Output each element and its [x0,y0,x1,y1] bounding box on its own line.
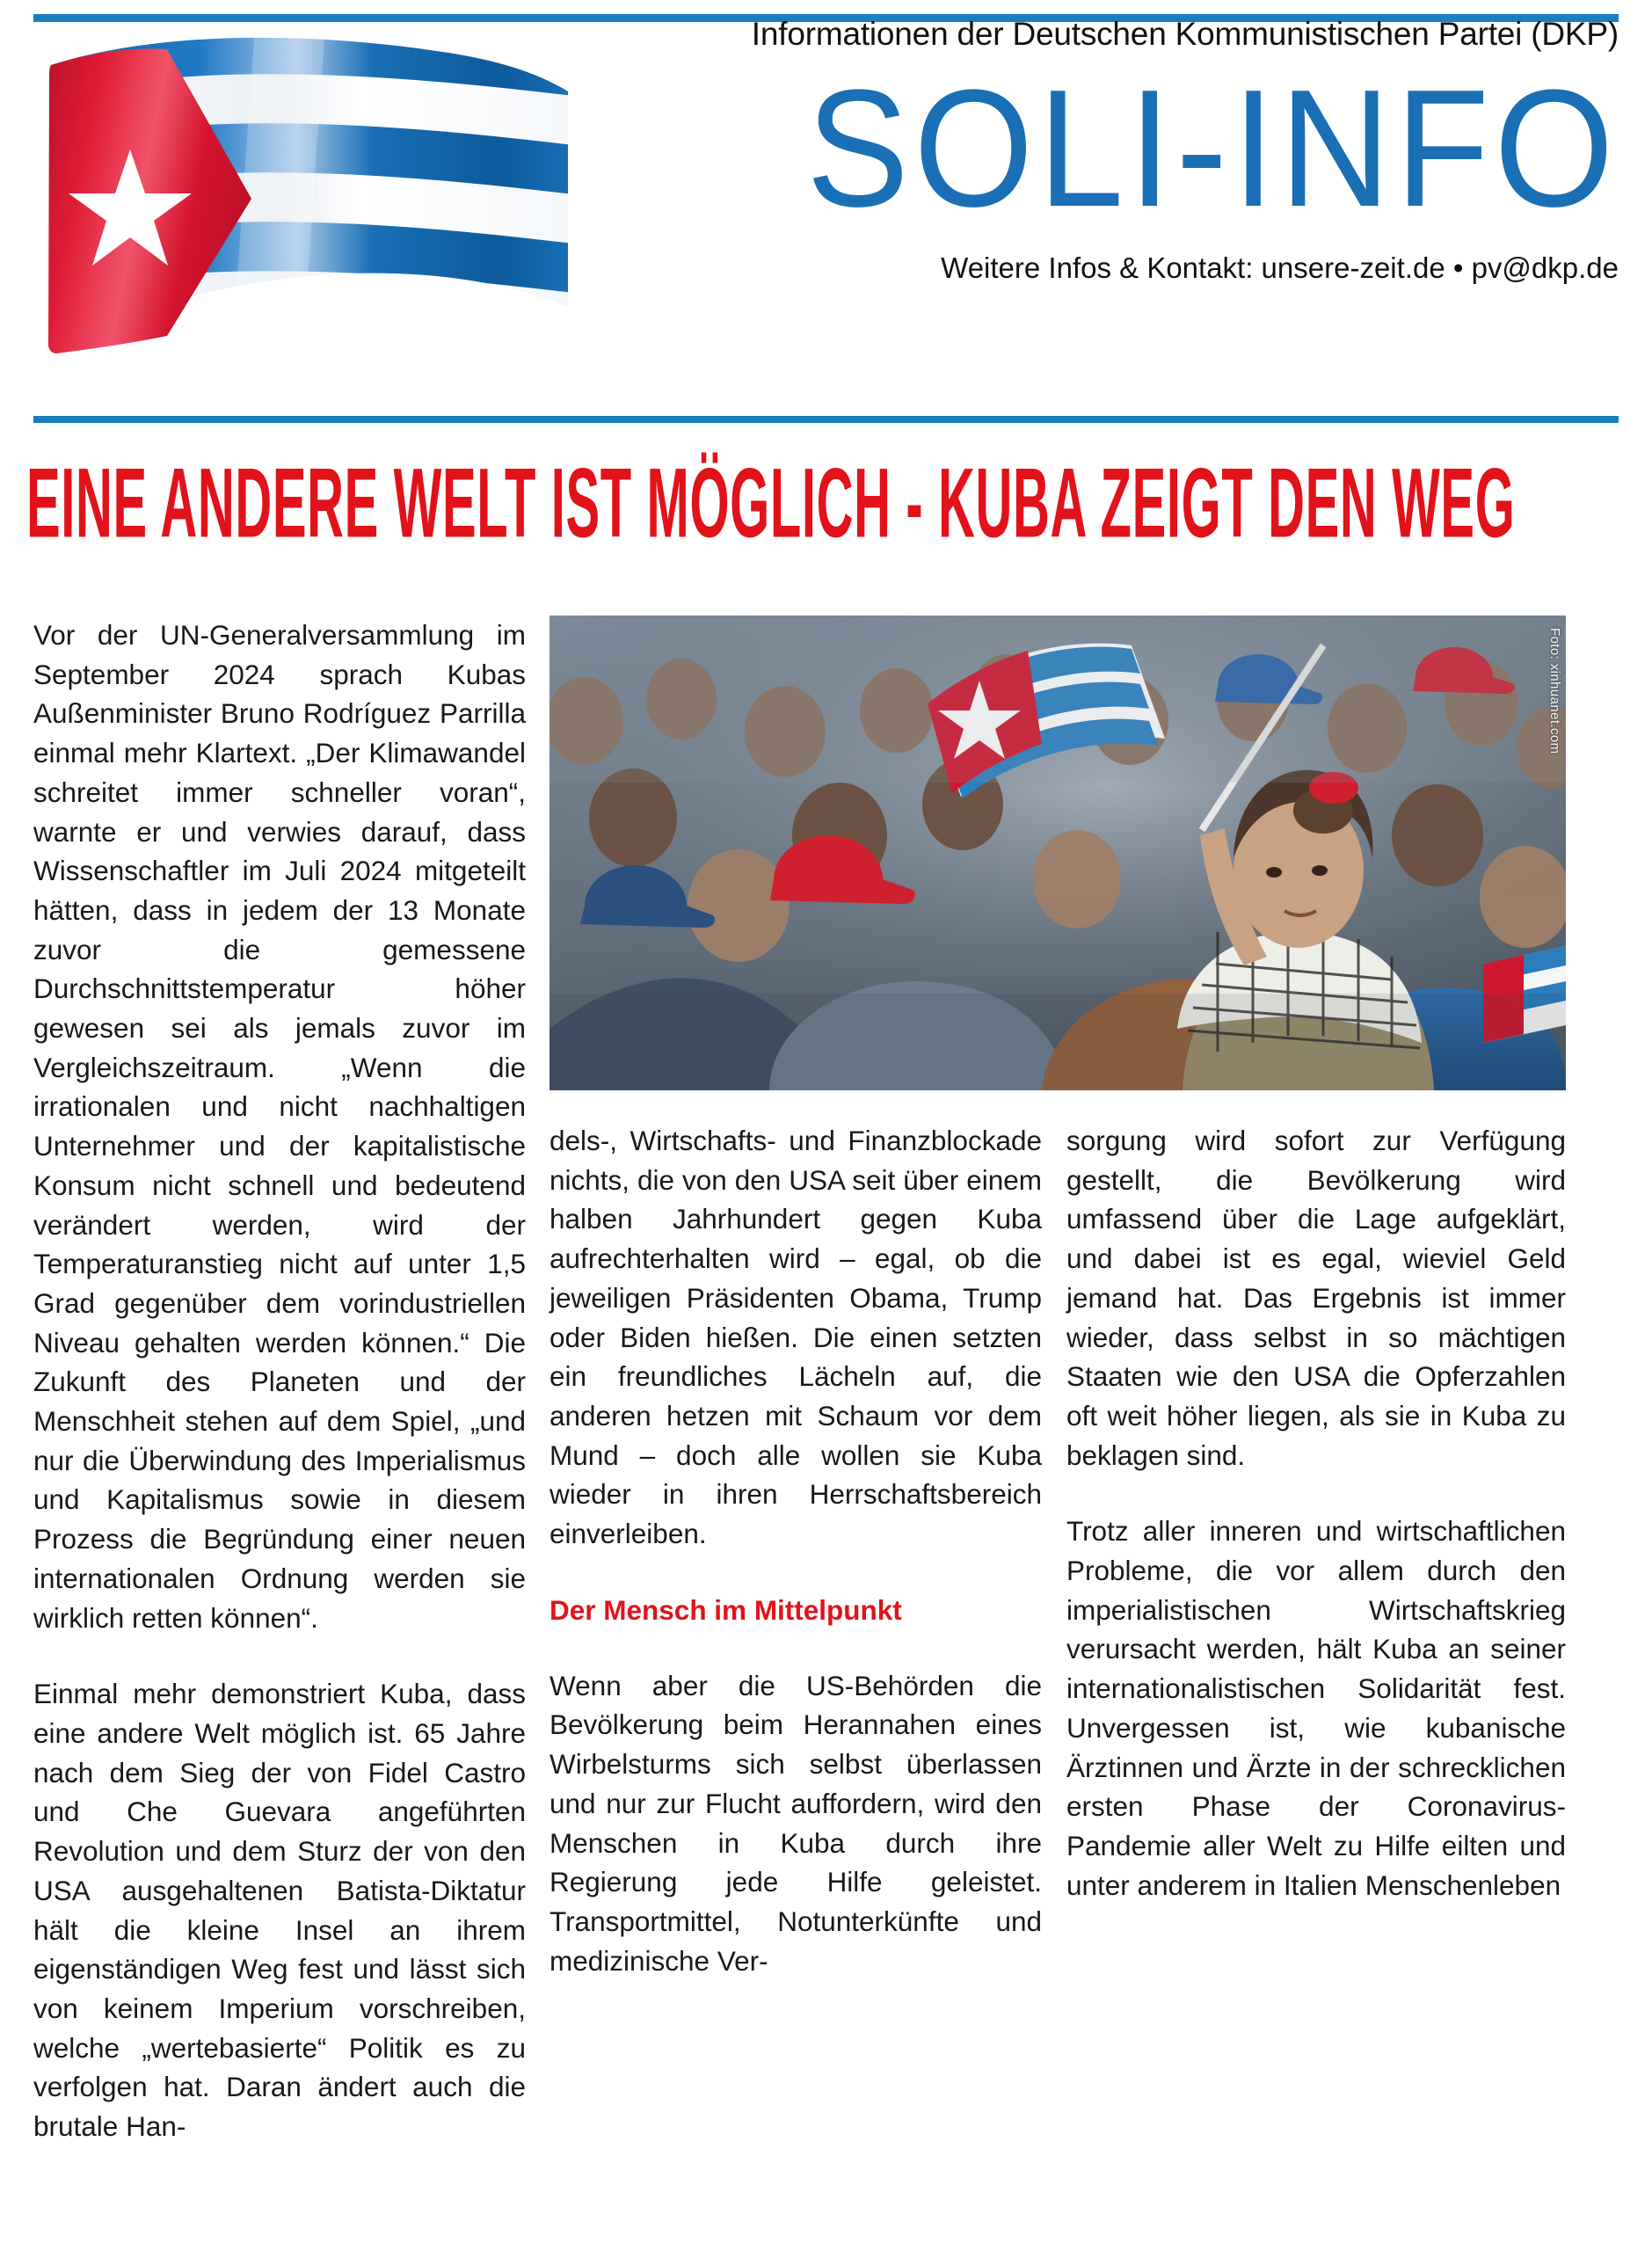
photo-credit: Foto: xinhuanet.com [1547,628,1562,754]
article-photo [549,616,1566,1090]
publication-wordmark: SOLI-INFO [806,55,1619,242]
masthead [33,0,1619,400]
article-headline: EINE ANDERE WELT IST MÖGLICH - KUBA ZEIGT DEN WEG [26,448,1516,558]
paragraph: Einmal mehr demonstriert Kuba, dass eine andere Welt möglich ist. 65 Jahre nach dem Sieg der von Fidel Castro und Che Guevara angeführten Revolution und dem Sturz der von den USA ausgehaltenen Batista-Diktatur hält die kleine Insel an ihrem eigenständigen Weg fest und lässt sich von keinem Imperium vorschreiben, welche „wertebasierte“ Politik es zu verfolgen hat. Daran ändert auch die brutale Han- [33,1678,526,2143]
contact-line: Weitere Infos & Kontakt: unsere-zeit.de • pv@dkp.de [941,251,1619,285]
paragraph: sorgung wird sofort zur Verfügung gestellt, die Bevölkerung wird umfassend über die Lage aufgeklärt, und dabei ist es egal, wieviel Geld jemand hat. Das Ergebnis ist immer wieder, dass selbst in so mächtigen Staaten wie den USA die Opferzahlen oft weit höher liegen, als sie in Kuba zu beklagen sind. [1066,1125,1566,1471]
cuban-flag-logo [35,26,580,400]
publisher-kicker: Informationen der Deutschen Kommunistischen Partei (DKP) [751,16,1619,52]
article-column-1 [33,616,526,2146]
article-column-3 [1066,1121,1566,1905]
paragraph: dels-, Wirtschafts- und Finanzblockade nichts, die von den USA seit über einem halben Jahrhundert gegen Kuba aufrechterhalten wird – egal, ob die jeweiligen Präsidenten Obama, Trump oder Biden hießen. Die einen setzten ein freundliches Lächeln auf, die anderen hetzen mit Schaum vor dem Mund – doch alle wollen sie Kuba wieder in ihren Herrschaftsbereich einverleiben. [549,1125,1042,1550]
article-column-2 [549,1121,1042,1980]
paragraph: Wenn aber die US-Behörden die Bevölkerung beim Herannahen eines Wirbelsturms sich selbst überlassen und nur zur Flucht auffordern, wird den Menschen in Kuba durch ihre Regierung jede Hilfe geleistet. Transportmittel, Notunterkünfte und medizinische Ver- [549,1669,1042,1977]
section-subheading: Der Mensch im Mittelpunkt [549,1593,902,1626]
paragraph: Trotz aller inneren und wirtschaftlichen Probleme, die vor allem durch den imperialistischen Wirtschaftskrieg verursacht werden, hält Kuba an seiner internationalistischen Solidarität fest. Unvergessen ist, wie kubanische Ärztinnen und Ärzte in der schrecklichen ersten Phase der Coronavirus-Pandemie aller Welt zu Hilfe eilten und unter anderem in Italien Menschenleben [1066,1515,1566,1901]
paragraph: Vor der UN-Generalversammlung im September 2024 sprach Kubas Außenminister Bruno Rodríguez Parrilla einmal mehr Klartext. „Der Klimawandel schreitet immer schneller voran“, warnte er und verwies darauf, dass Wissenschaftler im Juli 2024 mitgeteilt hätten, dass in jedem der 13 Monate zuvor die gemessene Durchschnittstemperatur höher gewesen sei als jemals zuvor im Vergleichszeitraum. „Wenn die irrationalen und nicht nachhaltigen Unternehmer und der kapitalistische Konsum nicht schnell und bedeutend verändert werden, wird der Temperaturanstieg nicht auf unter 1,5 Grad gegenüber dem vorindustriellen Niveau gehalten werden können.“ Die Zukunft des Planeten und der Menschheit stehen auf dem Spiel, „und nur die Überwindung des Imperialismus und Kapitalismus sowie in diesem Prozess die Begründung einer neuen internationalen Ordnung werden sie wirklich retten können“. [33,619,526,1634]
article-body [33,616,1619,2251]
masthead-bottom-rule [33,416,1619,423]
masthead-text-block [596,16,1619,285]
